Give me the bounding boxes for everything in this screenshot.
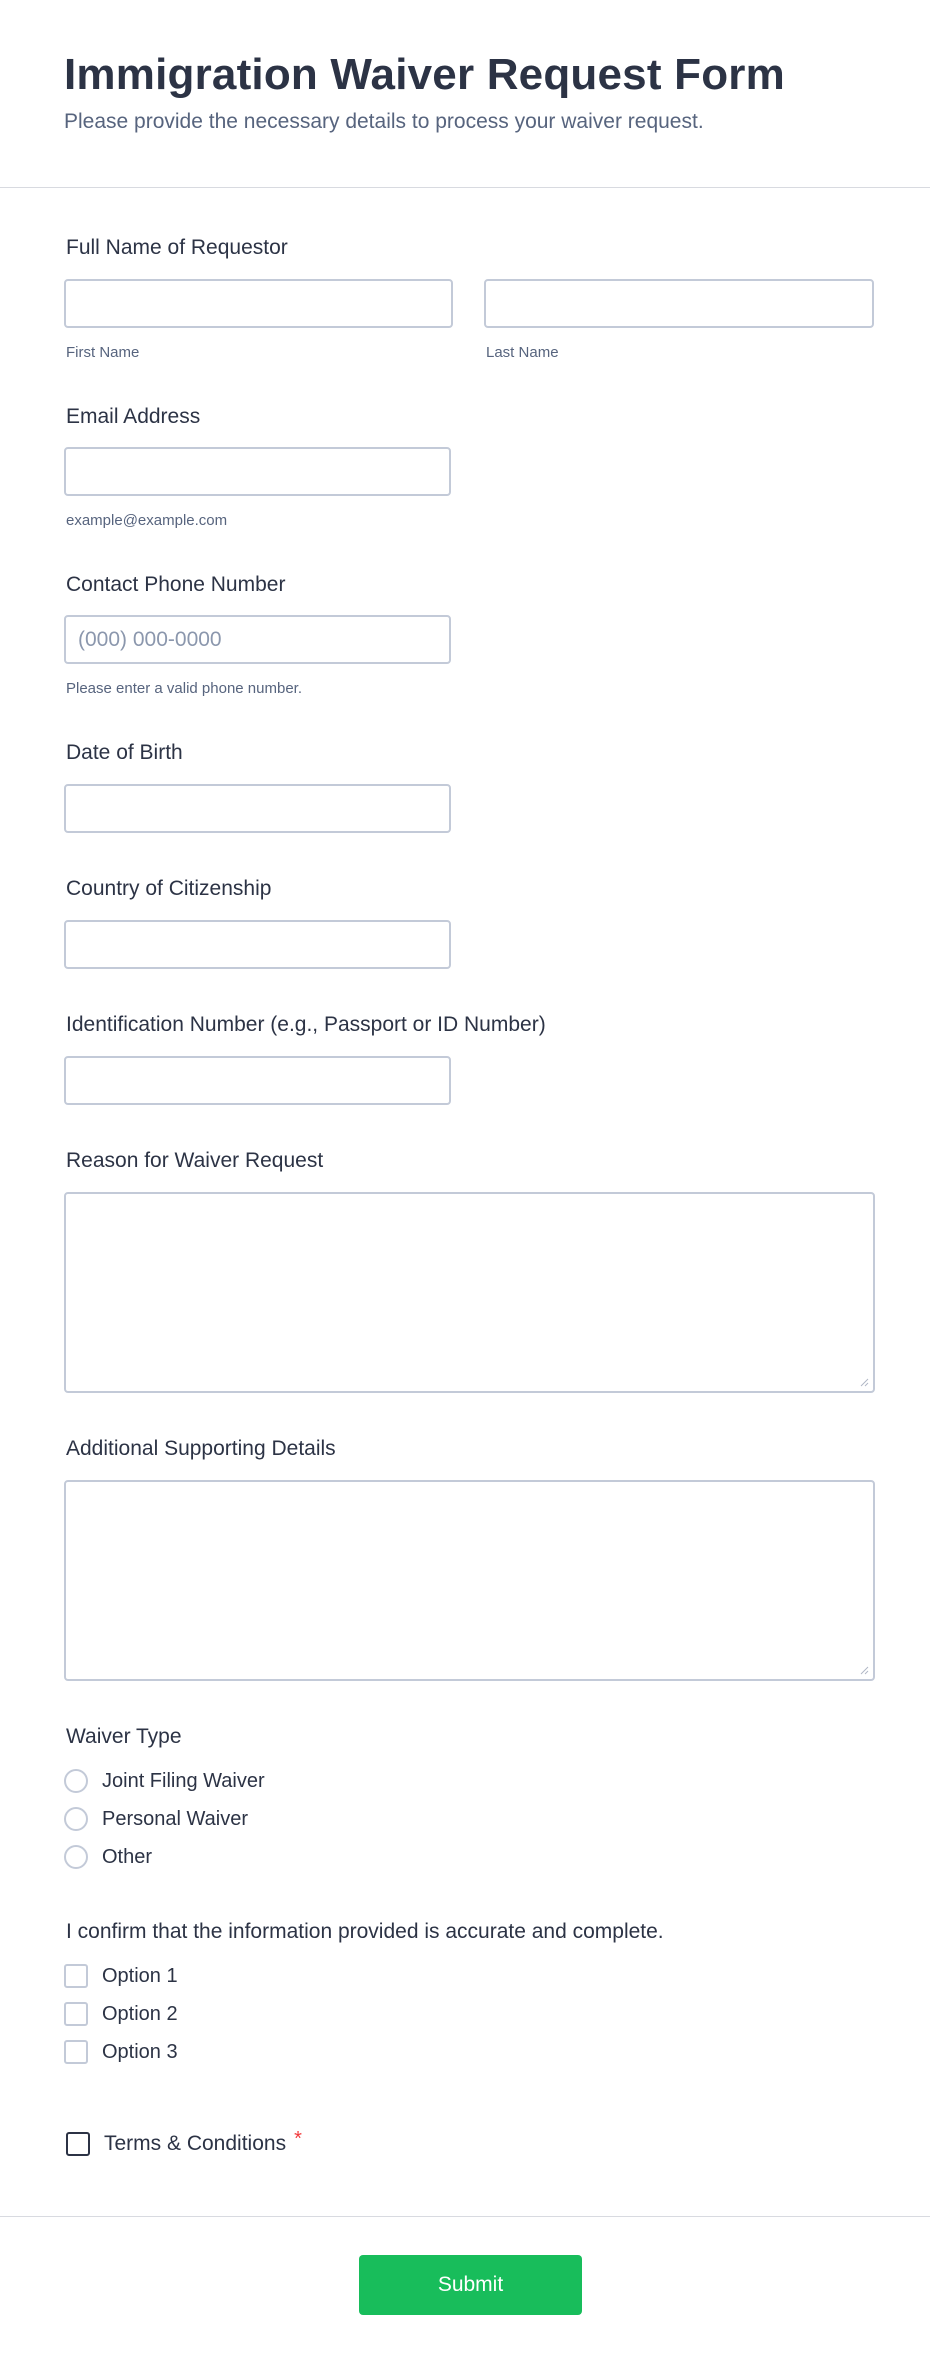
radio-button[interactable] xyxy=(64,1807,88,1831)
last-name-input[interactable] xyxy=(484,279,874,328)
full-name-label: Full Name of Requestor xyxy=(66,236,288,259)
checkbox-option-label: Option 2 xyxy=(102,2002,178,2025)
first-name-sublabel: First Name xyxy=(66,344,140,361)
citizenship-label: Country of Citizenship xyxy=(66,877,272,900)
waiver-option-other[interactable] xyxy=(64,1844,152,1870)
checkbox[interactable] xyxy=(64,2002,88,2026)
confirm-option-1[interactable] xyxy=(64,1963,178,1989)
terms-checkbox-row[interactable] xyxy=(66,2127,302,2157)
terms-checkbox[interactable] xyxy=(66,2132,90,2156)
resize-grip-icon[interactable] xyxy=(860,1666,869,1675)
checkbox[interactable] xyxy=(64,2040,88,2064)
required-indicator: * xyxy=(294,2127,302,2150)
reason-textarea[interactable] xyxy=(64,1192,875,1393)
checkbox-option-label: Option 1 xyxy=(102,1964,178,1987)
confirm-option-2[interactable] xyxy=(64,2001,178,2027)
details-textarea[interactable] xyxy=(64,1480,875,1681)
waiver-option-personal[interactable] xyxy=(64,1806,248,1832)
first-name-input[interactable] xyxy=(64,279,453,328)
radio-option-label: Personal Waiver xyxy=(102,1807,248,1830)
email-label: Email Address xyxy=(66,405,201,428)
radio-button[interactable] xyxy=(64,1769,88,1793)
dob-label: Date of Birth xyxy=(66,741,183,764)
checkbox[interactable] xyxy=(64,1964,88,1988)
waiver-option-joint[interactable] xyxy=(64,1768,265,1794)
radio-button[interactable] xyxy=(64,1845,88,1869)
identification-input[interactable] xyxy=(64,1056,451,1105)
page-title: Immigration Waiver Request Form xyxy=(64,50,785,99)
form-header xyxy=(0,0,930,188)
submit-button[interactable]: Submit xyxy=(359,2255,582,2315)
details-label: Additional Supporting Details xyxy=(66,1437,336,1460)
phone-sublabel: Please enter a valid phone number. xyxy=(66,680,302,697)
checkbox-option-label: Option 3 xyxy=(102,2040,178,2063)
reason-label: Reason for Waiver Request xyxy=(66,1149,324,1172)
last-name-sublabel: Last Name xyxy=(486,344,559,361)
phone-input[interactable] xyxy=(64,615,451,664)
resize-grip-icon[interactable] xyxy=(860,1378,869,1387)
radio-option-label: Joint Filing Waiver xyxy=(102,1769,265,1792)
dob-input[interactable] xyxy=(64,784,451,833)
confirmation-label: I confirm that the information provided is accurate and complete. xyxy=(66,1920,664,1943)
terms-label: Terms & Conditions xyxy=(104,2132,287,2155)
waiver-type-label: Waiver Type xyxy=(66,1725,182,1748)
identification-label: Identification Number (e.g., Passport or ID Number) xyxy=(66,1013,546,1036)
citizenship-input[interactable] xyxy=(64,920,451,969)
radio-option-label: Other xyxy=(102,1845,153,1868)
footer-divider xyxy=(0,2216,930,2217)
confirm-option-3[interactable] xyxy=(64,2039,178,2065)
email-sublabel: example@example.com xyxy=(66,512,228,529)
email-input[interactable] xyxy=(64,447,451,496)
page-subtitle: Please provide the necessary details to process your waiver request. xyxy=(64,110,704,133)
phone-label: Contact Phone Number xyxy=(66,573,286,596)
